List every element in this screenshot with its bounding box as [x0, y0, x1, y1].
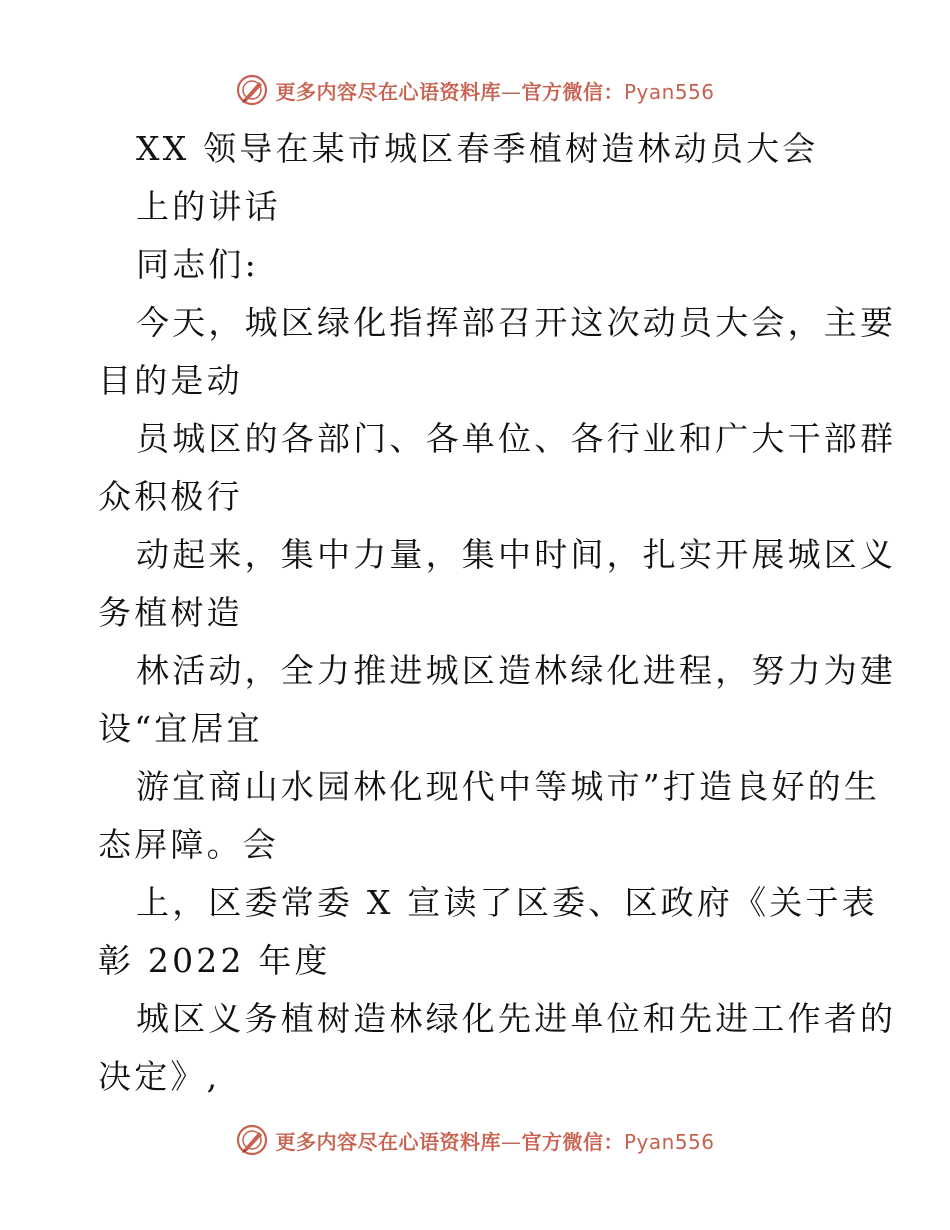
paragraph-line: 林活动，全力推进城区造林绿化进程，努力为建	[136, 651, 897, 690]
watermark-text	[275, 76, 714, 105]
watermark-site: 更多内容尽在心语资料库	[275, 79, 501, 104]
watermark-wechat-id: Pyan556	[623, 79, 715, 104]
document-body	[98, 120, 897, 1106]
paragraph-line: 今天，城区绿化指挥部召开这次动员大会，主要	[136, 303, 897, 342]
paragraph-line: 上，区委常委 X 宣读了区委、区政府《关于表	[136, 883, 878, 922]
paragraph-line: 目的是动	[98, 361, 243, 400]
pen-logo-icon	[235, 73, 269, 107]
pen-logo-icon	[235, 1123, 269, 1157]
paragraph-line: 众积极行	[98, 477, 243, 516]
document-title-line-1: XX 领导在某市城区春季植树造林动员大会	[136, 129, 819, 168]
watermark-wechat-label: 官方微信：	[521, 79, 624, 104]
paragraph-line: 决定》,	[98, 1057, 221, 1096]
paragraph-line: 彰 2022 年度	[98, 941, 331, 980]
paragraph-line: 员城区的各部门、各单位、各行业和广大干部群	[136, 419, 897, 458]
paragraph-line: 动起来，集中力量，集中时间，扎实开展城区义	[136, 535, 897, 574]
paragraph-line: 游宜商山水园林化现代中等城市”打造良好的生	[136, 767, 881, 806]
watermark-footer	[0, 1120, 950, 1160]
paragraph-line: 设“宜居宜	[98, 709, 263, 748]
document-title-line-2: 上的讲话	[136, 187, 281, 226]
paragraph-line: 务植树造	[98, 593, 243, 632]
watermark-separator: —	[500, 79, 522, 104]
watermark-wechat-label: 官方微信：	[521, 1129, 624, 1154]
watermark-wechat-id: Pyan556	[623, 1129, 715, 1154]
salutation: 同志们:	[136, 245, 259, 284]
watermark-site: 更多内容尽在心语资料库	[275, 1129, 501, 1154]
watermark-separator: —	[500, 1129, 522, 1154]
watermark-text	[275, 1126, 714, 1155]
watermark-header	[0, 70, 950, 110]
paragraph-line: 态屏障。会	[98, 825, 279, 864]
paragraph-line: 城区义务植树造林绿化先进单位和先进工作者的	[136, 999, 897, 1038]
